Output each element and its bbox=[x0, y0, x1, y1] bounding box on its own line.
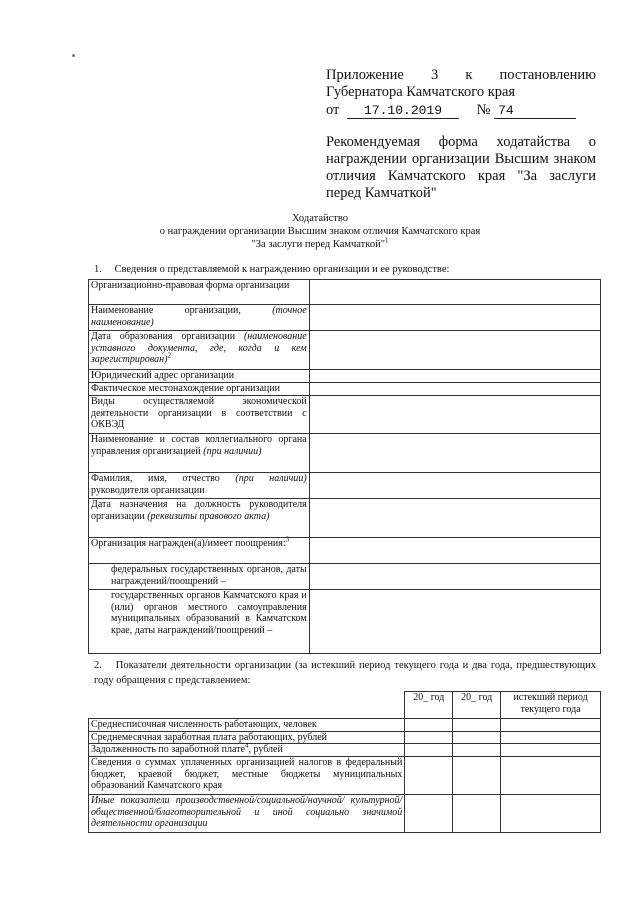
row-governing-body-note: (при наличии) bbox=[203, 445, 262, 457]
column-header-year2: 20_ год bbox=[453, 692, 501, 719]
table-row bbox=[89, 383, 601, 396]
row-awards-heading bbox=[89, 535, 310, 564]
value-cell bbox=[309, 305, 600, 331]
value-cell bbox=[309, 473, 600, 499]
row-founding-date-text: Дата образования организации bbox=[91, 331, 236, 342]
footnote-ref-3: 3 bbox=[285, 535, 290, 544]
appendix-line2: Губернатора Камчатского края bbox=[326, 84, 516, 100]
table-row bbox=[89, 795, 601, 833]
row-economic-activities: Виды осуществляемой экономической деятельности организации в соответствии с ОКВЭД bbox=[89, 396, 310, 434]
table-row bbox=[89, 499, 601, 538]
value-cell bbox=[405, 795, 453, 833]
table-row bbox=[89, 305, 601, 331]
section1-table bbox=[88, 279, 601, 654]
value-cell bbox=[309, 538, 600, 564]
column-header-year1: 20_ год bbox=[405, 692, 453, 719]
row-head-name bbox=[89, 473, 310, 499]
section2-number: 2. bbox=[94, 660, 102, 671]
row-founding-date-note: (наименование уставного документа, где, когда и кем зарегистрирован) bbox=[91, 331, 307, 366]
row-appointment-date bbox=[89, 499, 310, 538]
table-row bbox=[89, 719, 601, 732]
section1-heading-text: Сведения о представляемой к награждению организации и ее руководстве: bbox=[114, 264, 450, 275]
value-cell bbox=[309, 331, 600, 370]
row-awards-heading-text: Организация награжден(а)/имеет поощрения: bbox=[91, 538, 286, 549]
row-wage-arrears bbox=[89, 741, 405, 757]
resolution-number: 74 bbox=[494, 104, 576, 119]
table-row bbox=[89, 744, 601, 757]
row-head-name-text: Фамилия, имя, отчество bbox=[91, 473, 220, 484]
value-cell bbox=[405, 731, 453, 744]
table-row bbox=[89, 590, 601, 654]
appendix-resolution: постановлению bbox=[499, 67, 596, 83]
value-cell bbox=[453, 795, 501, 833]
appendix-number: 3 bbox=[430, 67, 439, 83]
table-row bbox=[89, 434, 601, 473]
row-average-salary: Среднемесячная заработная плата работающих, рублей bbox=[89, 731, 405, 744]
row-regional-awards: государственных органов Камчатского края и (или) органов местного самоуправления муниципальных образований в Камчатском крае, даты награждений/поощрений – bbox=[89, 590, 310, 654]
row-governing-body bbox=[89, 434, 310, 473]
title-award-name: "За заслуги перед Камчаткой" bbox=[251, 239, 385, 250]
value-cell bbox=[309, 499, 600, 538]
row-other-indicators-text: Иные показатели производственной/социальной/научной/ культурной/общественной/благотворительной и иной социально значимой деятельности организации bbox=[91, 795, 403, 830]
value-cell bbox=[309, 434, 600, 473]
header-empty-cell bbox=[89, 692, 405, 719]
table-row bbox=[89, 757, 601, 795]
recommended-form-note: Рекомендуемая форма ходатайства о награждении организации Высшим знаком отличия Камчатского края "За заслуги перед Камчаткой" bbox=[326, 134, 596, 201]
section2-heading bbox=[94, 658, 596, 688]
footnote-ref-2: 2 bbox=[167, 351, 171, 360]
table-row bbox=[89, 473, 601, 499]
row-appointment-date-text: Дата назначения на должность руководителя организации bbox=[91, 499, 307, 522]
table-row bbox=[89, 370, 601, 383]
value-cell bbox=[453, 744, 501, 757]
section1-heading bbox=[94, 263, 594, 277]
value-cell bbox=[309, 383, 600, 396]
row-wage-arrears-text: Задолженность по заработной плате bbox=[91, 744, 245, 756]
value-cell bbox=[405, 719, 453, 732]
from-label: от bbox=[326, 102, 340, 118]
value-cell bbox=[453, 731, 501, 744]
resolution-date: 17.10.2019 bbox=[347, 104, 459, 119]
appendix-line1 bbox=[326, 67, 596, 84]
value-cell bbox=[309, 564, 600, 590]
row-governing-body-text: Наименование и состав коллегиального органа управления организацией bbox=[91, 434, 307, 457]
row-actual-location: Фактическое местонахождение организации bbox=[89, 383, 310, 396]
value-cell bbox=[453, 757, 501, 795]
value-cell bbox=[309, 590, 600, 654]
appendix-header bbox=[326, 67, 596, 119]
value-cell bbox=[501, 795, 601, 833]
footnote-ref-4: 4 bbox=[244, 741, 249, 750]
value-cell bbox=[501, 731, 601, 744]
value-cell bbox=[501, 719, 601, 732]
row-legal-form: Организационно-правовая форма организации bbox=[89, 280, 310, 305]
appendix-line3 bbox=[326, 102, 596, 119]
section1-number: 1. bbox=[94, 264, 102, 275]
petition-title bbox=[150, 212, 490, 251]
table-row bbox=[89, 396, 601, 434]
row-headcount: Среднесписочная численность работающих, человек bbox=[89, 719, 405, 732]
footnote-ref-1: 1 bbox=[385, 236, 389, 245]
row-head-name-tail: руководителя организации bbox=[91, 484, 205, 496]
table-row bbox=[89, 280, 601, 305]
row-legal-address: Юридический адрес организации bbox=[89, 370, 310, 383]
row-taxes-paid: Сведения о суммах уплаченных организацией налогов в федеральный бюджет, краевой бюджет, местные бюджеты муниципальных образований Камчатского края bbox=[89, 757, 405, 795]
row-federal-awards: федеральных государственных органов, даты награждений/поощрений – bbox=[89, 564, 310, 590]
section2-heading-text: Показатели деятельности организации (за истекший период текущего года и два года, предшествующих году обращения с представлением: bbox=[94, 660, 596, 686]
row-appointment-date-note: (реквизиты правового акта) bbox=[147, 510, 270, 522]
title-line2: о награждении организации Высшим знаком отличия Камчатского края bbox=[159, 226, 481, 237]
table-row bbox=[89, 538, 601, 564]
row-wage-arrears-unit: , рублей bbox=[248, 744, 283, 756]
table-header-row bbox=[89, 692, 601, 719]
number-label: № bbox=[476, 102, 491, 118]
row-org-name-text: Наименование организации, bbox=[91, 305, 241, 316]
row-head-name-note: (при наличии) bbox=[235, 473, 307, 484]
table-row bbox=[89, 731, 601, 744]
value-cell bbox=[453, 719, 501, 732]
appendix-label: Приложение bbox=[326, 67, 404, 83]
value-cell bbox=[501, 744, 601, 757]
row-org-name bbox=[89, 305, 310, 331]
appendix-to: к bbox=[465, 67, 473, 83]
value-cell bbox=[405, 744, 453, 757]
value-cell bbox=[309, 396, 600, 434]
title-line1: Ходатайство bbox=[292, 213, 348, 224]
value-cell bbox=[309, 280, 600, 305]
table-row bbox=[89, 331, 601, 370]
column-header-current: истекший период текущего года bbox=[501, 692, 601, 719]
row-founding-date bbox=[89, 331, 310, 370]
table-row bbox=[89, 564, 601, 590]
value-cell bbox=[405, 757, 453, 795]
row-org-name-note: (точное наименование) bbox=[91, 305, 307, 328]
value-cell bbox=[501, 757, 601, 795]
section2-table bbox=[88, 691, 601, 833]
value-cell bbox=[309, 370, 600, 383]
row-other-indicators bbox=[89, 795, 405, 833]
title-line3 bbox=[150, 238, 490, 251]
scan-speck bbox=[72, 54, 75, 57]
